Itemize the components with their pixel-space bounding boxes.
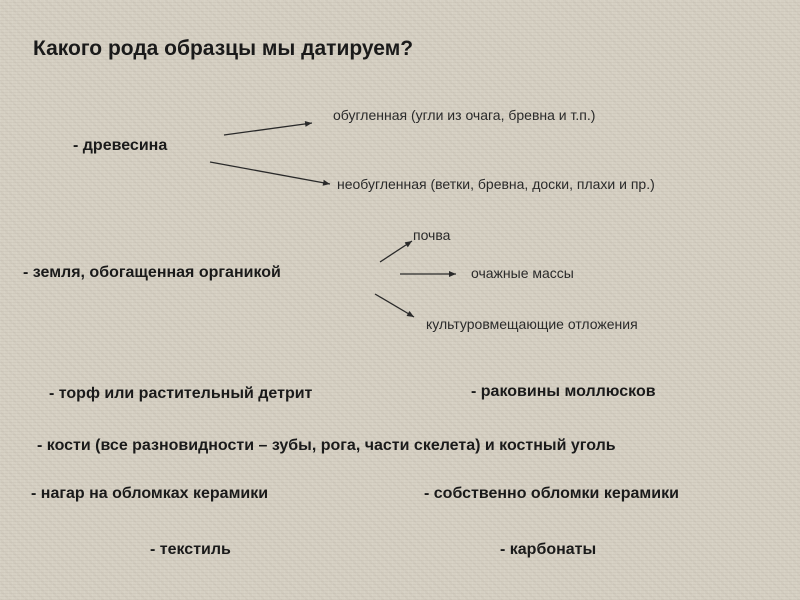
arrow-soil-cultural bbox=[375, 294, 414, 317]
carbonates-item: - карбонаты bbox=[500, 541, 597, 558]
arrow-wood-charred bbox=[224, 123, 312, 135]
arrow-wood-uncharred bbox=[210, 162, 330, 184]
soil-label: - земля, обогащенная органикой bbox=[23, 264, 281, 281]
soil-item-label: почва bbox=[413, 227, 451, 243]
wood-uncharred-label: необугленная (ветки, бревна, доски, плахи и пр.) bbox=[337, 176, 655, 192]
soot-item: - нагар на обломках керамики bbox=[31, 485, 269, 502]
textile-item: - текстиль bbox=[150, 541, 231, 558]
shells-item: - раковины моллюсков bbox=[471, 383, 656, 400]
bones-item: - кости (все разновидности – зубы, рога, части скелета) и костный уголь bbox=[37, 437, 616, 454]
peat-item: - торф или растительный детрит bbox=[49, 385, 313, 402]
page-title: Какого рода образцы мы датируем? bbox=[33, 37, 414, 60]
arrow-soil-soil-item bbox=[380, 241, 412, 262]
ceramics-item: - собственно обломки керамики bbox=[424, 485, 679, 502]
wood-charred-label: обугленная (угли из очага, бревна и т.п.) bbox=[333, 107, 596, 123]
cultural-deposits-label: культуровмещающие отложения bbox=[426, 316, 638, 332]
wood-label: - древесина bbox=[73, 137, 168, 154]
hearth-mass-label: очажные массы bbox=[471, 265, 574, 281]
